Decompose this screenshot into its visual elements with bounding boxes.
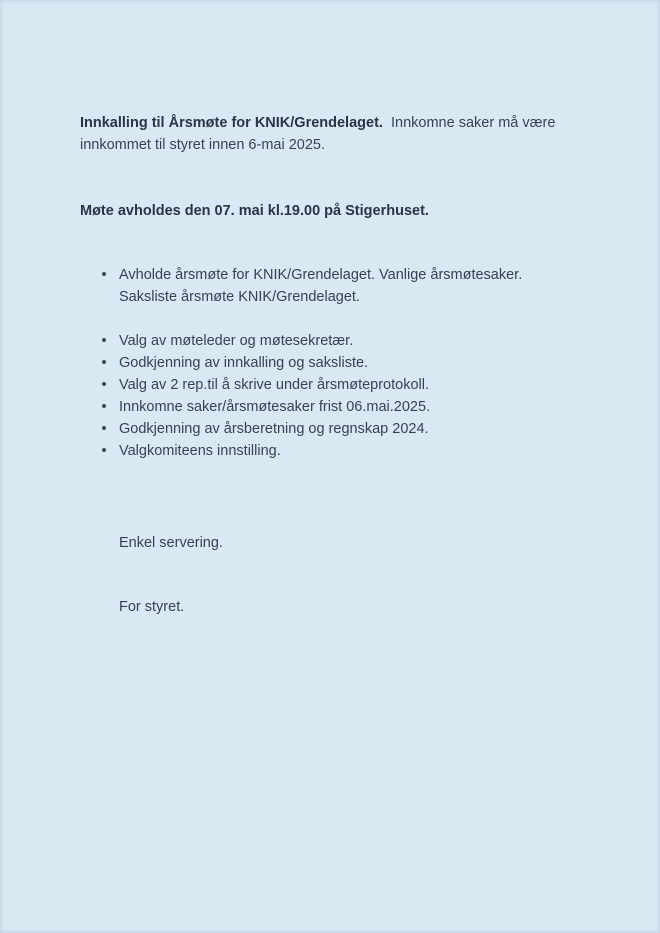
bullet-icon: • bbox=[101, 333, 107, 349]
list-item-text: Valg av møteleder og møtesekretær. bbox=[119, 333, 354, 349]
list-item-line: Avholde årsmøte for KNIK/Grendelaget. Vanlige årsmøtesaker. bbox=[119, 267, 523, 283]
list-item-line: Saksliste årsmøte KNIK/Grendelaget. bbox=[119, 289, 360, 305]
list-item bbox=[98, 418, 578, 440]
intro-deadline-text: Innkomne saker må være bbox=[391, 115, 556, 131]
serving-note: Enkel servering. bbox=[119, 535, 223, 551]
bullet-icon: • bbox=[101, 377, 107, 393]
list-item bbox=[98, 264, 578, 308]
bullet-icon: • bbox=[101, 355, 107, 371]
list-item-text: Valg av 2 rep.til å skrive under årsmøteprotokoll. bbox=[119, 377, 430, 393]
meeting-info: Møte avholdes den 07. mai kl.19.00 på Stigerhuset. bbox=[80, 203, 429, 219]
list-item bbox=[98, 330, 578, 352]
bullet-icon: • bbox=[101, 267, 107, 283]
signoff: For styret. bbox=[119, 599, 185, 615]
list-item-text: Innkomne saker/årsmøtesaker frist 06.mai.2025. bbox=[119, 399, 431, 415]
agenda-intro-list bbox=[98, 264, 578, 308]
list-item bbox=[98, 352, 578, 374]
intro-line-1 bbox=[80, 112, 600, 134]
list-item bbox=[98, 440, 578, 462]
intro-heading: Innkalling til Årsmøte for KNIK/Grendelaget. bbox=[80, 115, 383, 131]
bullet-icon: • bbox=[101, 399, 107, 415]
list-item-text: Valgkomiteens innstilling. bbox=[119, 443, 281, 459]
intro-paragraph bbox=[80, 112, 600, 156]
bullet-icon: • bbox=[101, 421, 107, 437]
bullet-icon: • bbox=[101, 443, 107, 459]
agenda-list bbox=[98, 330, 578, 462]
list-item-text: Godkjenning av innkalling og saksliste. bbox=[119, 355, 369, 371]
list-item bbox=[98, 374, 578, 396]
list-item-text: Godkjenning av årsberetning og regnskap 2024. bbox=[119, 421, 429, 437]
intro-line-2: innkommet til styret innen 6-mai 2025. bbox=[80, 137, 325, 153]
list-item bbox=[98, 396, 578, 418]
